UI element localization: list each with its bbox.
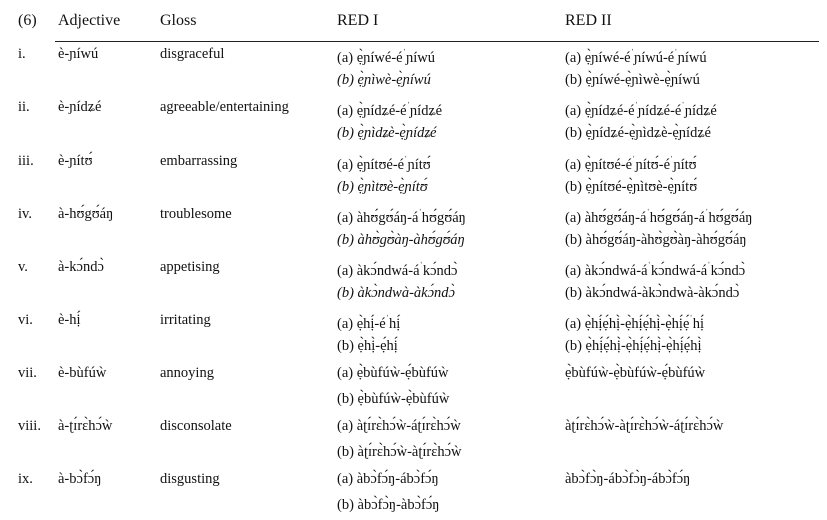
red1-form: (a) $ẹ̀ɲítʊé-é^ˈɲítʊ́$ [337,155,431,173]
red2-form: ẹ̀bùfúẁ-ẹ̀bùfúẁ-ẹ́bùfúẁ [565,365,706,381]
column-header-red2: RED II [565,12,612,29]
row-number: ix. [18,471,33,487]
red1-form: (a) $ẹ̀hị́-é^ˈhị́$ [337,314,401,332]
adjective-form: è-ɲítʊ́ [58,153,93,169]
column-header-adjective: Adjective [58,12,121,29]
adjective-form: à-hʊ́gʊ́áŋ [58,206,114,222]
red1-form: (b) àhʊ̀gʊ̀àŋ-àhʊ́gʊ́áŋ [337,232,465,248]
downstep-mark: ˈ [404,155,408,166]
red2-form: (a) $àkɔ́ndwá-á^ˈkɔ́ndwá-á^ˈkɔ́ndɔ̀$ [565,261,746,279]
header-rule [55,41,819,42]
example-number: (6) [18,12,37,29]
row-number: iii. [18,153,34,169]
downstep-mark: ˈ [385,314,390,325]
gloss-text: agreeable/entertaining [160,99,289,115]
downstep-mark: ˈ [419,261,423,272]
adjective-form: è-hị́ [58,312,81,328]
downstep-mark: ˈ [632,155,636,166]
downstep-mark: ˈ [689,314,693,325]
red2-form: (a) $ẹ̀ɲítʊé-é^ˈɲítʊ́-é^ˈɲítʊ́$ [565,155,697,173]
red2-form: (b) ẹ̀ɲítʊé-ẹ̀ɲìtʊè-ẹ̀ɲítʊ́ [565,179,698,195]
red2-form: (b) ẹ̀ɲídʑé-ẹ̀ɲìdʑè-ẹ̀ɲídʑé [565,125,711,141]
downstep-mark: ˈ [402,48,406,59]
gloss-text: disconsolate [160,418,232,434]
red1-form: (a) $àkɔ́ndwá-á^ˈkɔ́ndɔ̀$ [337,261,458,279]
red2-form: (b) ẹ̀ɲíwé-ẹ̀ɲìwè-ẹ̀ɲíwú [565,72,700,88]
adjective-form: è-bùfúẁ [58,365,107,381]
downstep-mark: ˈ [647,261,651,272]
red1-form: (b) àkɔ̀ndwà-àkɔ́ndɔ̀ [337,285,455,301]
red2-form: (b) ẹ̀hị́ẹ́hị̀-ẹ̀hị́ẹ́hị̀-ẹ̀hị́ẹ́hị̀ [565,338,702,354]
downstep-mark: ˈ [674,48,678,59]
downstep-mark: ˈ [707,261,711,272]
red1-form: (b) ẹ̀ɲìtʊè-ẹ̀ɲítʊ́ [337,179,428,195]
red2-form: (b) àkɔ́ndwá-àkɔ̀ndwà-àkɔ́ndɔ̀ [565,285,740,301]
gloss-text: embarrassing [160,153,238,169]
adjective-form: è-ɲíwú [58,46,99,62]
row-number: vii. [18,365,37,381]
downstep-mark: ˈ [406,101,410,112]
red2-form: (a) $àhʊ́gʊ́áŋ-á^ˈhʊ́gʊ́áŋ-á^ˈhʊ́gʊ́áŋ$ [565,208,753,226]
adjective-form: à-ʈɪ́rɛ̀hɔ́ẁ [58,418,113,434]
column-header-red1: RED I [337,12,379,29]
downstep-mark: ˈ [634,101,638,112]
red2-form: àbɔ̀fɔ̀ŋ-ábɔ̀fɔ̀ŋ-ábɔ̀fɔ́ŋ [565,471,691,487]
red2-form: àʈɪ́rɛ̀hɔ́ẁ-àʈɪ́rɛ̀hɔ́ẁ-áʈɪ́rɛ̀hɔ́ẁ [565,418,724,434]
red2-form: (a) $ẹ̀ɲídʑé-é^ˈɲídʑé-é^ˈɲídʑé$ [565,101,717,119]
gloss-text: irritating [160,312,211,328]
row-number: vi. [18,312,33,328]
downstep-mark: ˈ [705,208,709,219]
red1-form: (b) ẹ̀bùfúẁ-ẹ̀bùfúẁ [337,391,450,407]
row-number: v. [18,259,28,275]
red1-form: (b) àʈɪ́rɛ̀hɔ́ẁ-àʈɪ́rɛ̀hɔ́ẁ [337,444,462,460]
gloss-text: appetising [160,259,220,275]
red1-form: (b) àbɔ̀fɔ̀ŋ-àbɔ̀fɔ́ŋ [337,497,440,513]
gloss-text: disgusting [160,471,220,487]
downstep-mark: ˈ [630,48,634,59]
adjective-form: à-kɔ́ndɔ̀ [58,259,104,275]
downstep-mark: ˈ [670,155,674,166]
gloss-text: annoying [160,365,214,381]
red2-form: (a) ẹ̀hị́ẹ́hị̀-ẹ̀hị́ẹ́hị̀-ẹ̀hị́ẹ́$^ˈ$hị́ [565,314,705,332]
red1-form: (a) $ẹ̀ɲídʑé-é^ˈɲídʑé$ [337,101,443,119]
row-number: i. [18,46,26,62]
red1-form: (b) ẹ̀ɲìdʑè-ẹ̀ɲídʑé [337,125,437,141]
gloss-text: disgraceful [160,46,225,62]
red1-form: (b) ẹ̀hị̀-ẹ́hị́ [337,338,398,354]
row-number: iv. [18,206,32,222]
gloss-text: troublesome [160,206,232,222]
red1-form: (a) $àhʊ́gʊ́áŋ-á^ˈhʊ́gʊ́áŋ$ [337,208,466,226]
row-number: viii. [18,418,41,434]
downstep-mark: ˈ [418,208,422,219]
red1-form: (a) $ẹ̀ɲíwé-é^ˈɲíwú$ [337,48,435,66]
adjective-form: à-bɔ̀fɔ́ŋ [58,471,102,487]
adjective-form: è-ɲídʑé [58,99,102,115]
red1-form: (a) àʈɪ́rɛ̀hɔ́ẁ-áʈɪ́rɛ̀hɔ́ẁ [337,418,461,434]
row-number: ii. [18,99,30,115]
red1-form: (a) ẹ̀bùfúẁ-ẹ́bùfúẁ [337,365,449,381]
column-header-gloss: Gloss [160,12,197,29]
red1-form: (b) ẹ̀ɲìwè-ẹ̀ɲíwú [337,72,431,88]
downstep-mark: ˈ [681,101,685,112]
downstep-mark: ˈ [646,208,650,219]
red1-form: (a) àbɔ̀fɔ́ŋ-ábɔ̀fɔ́ŋ [337,471,439,487]
red2-form: (a) $ẹ̀ɲíwé-é^ˈɲíwú-é^ˈɲíwú$ [565,48,707,66]
red2-form: (b) àhʊ́gʊ́áŋ-àhʊ̀gʊ̀àŋ-àhʊ́gʊ́áŋ [565,232,747,248]
